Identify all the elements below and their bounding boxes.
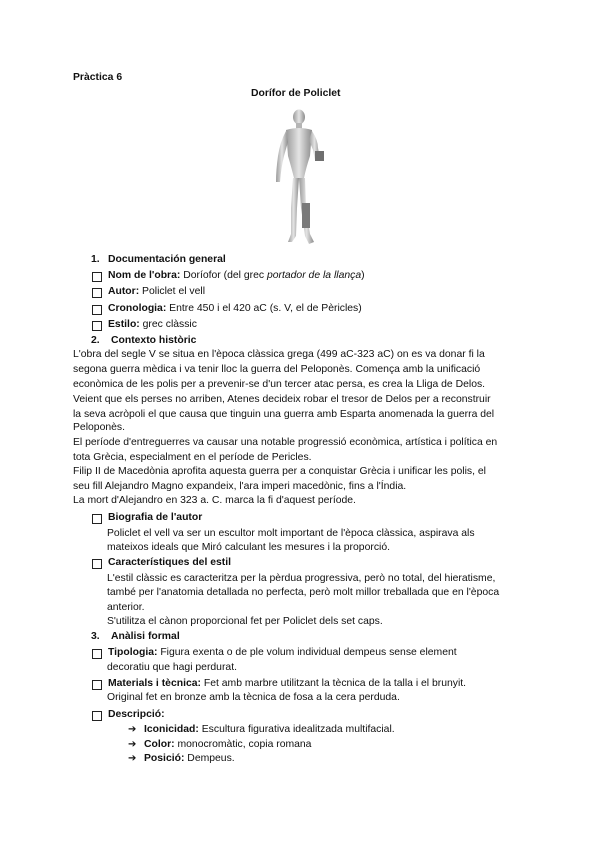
paragraph-line: Filip II de Macedònia aprofita aquesta guerra per a conquistar Grècia i unificar les polis, el <box>73 466 486 477</box>
practice-label: Pràctica 6 <box>73 72 123 83</box>
checkbox-materials[interactable] <box>92 680 102 690</box>
paragraph-line: la seva acròpoli el que causa que tinguin una guerra amb Esparta anomenada la guerra del <box>73 409 495 420</box>
sub-item-color: Color: monocromàtic, copia romana <box>144 739 312 750</box>
estil-line: L'estil clàssic es caracteritza per la pèrdua progressiva, però no total, del hieratisme, <box>107 573 496 584</box>
descripcio-label: Descripció: <box>108 709 165 720</box>
item-nom: Nom de l'obra: Doríofor (del grec portador de la llança) <box>108 270 365 281</box>
biografia-line: mateixos ideals que Miró calculant les mesures i la proporció. <box>107 542 390 553</box>
paragraph-line: L'obra del segle V se situa en l'època clàssica grega (499 aC-323 aC) on es va donar fi la <box>73 349 485 360</box>
checkbox-cronologia[interactable] <box>92 305 102 315</box>
tipologia-line: decoratiu que hagi perdurat. <box>107 662 237 673</box>
paragraph-line: El període d'entreguerres va causar una notable progressió econòmica, artística i política en <box>73 437 498 448</box>
item-autor: Autor: Policlet el vell <box>108 286 206 297</box>
checkbox-descripcio[interactable] <box>92 711 102 721</box>
sub-item-iconicidad: Iconicidad: Escultura figurativa idealitzada multifacial. <box>144 724 395 735</box>
arrow-icon: ➔ <box>128 724 137 735</box>
paragraph-line: seu fill Alejandro Magno expandeix, l'ara imperi macedònic, fins a l'Índia. <box>73 481 407 492</box>
section-3-heading: Anàlisi formal <box>111 631 180 642</box>
materials-line: Original fet en bronze amb la tècnica de fosa a la cera perduda. <box>107 692 400 703</box>
section-2-number: 2. <box>91 335 100 346</box>
paragraph-line: Veient que els perses no arriben, Atenes decideix robar el tresor de Delos per a reconstruir <box>73 394 491 405</box>
paragraph-line: econòmica de les polis per a prevenir-se d'un tercer atac persa, es crea la Lliga de Delos. <box>73 379 486 390</box>
checkbox-estilo[interactable] <box>92 321 102 331</box>
estil-line: S'utilitza el cànon proporcional fet per Policlet dels set caps. <box>107 616 383 627</box>
arrow-icon: ➔ <box>128 753 137 764</box>
item-cronologia: Cronologia: Entre 450 i el 420 aC (s. V, el de Pèricles) <box>108 303 362 314</box>
checkbox-nom[interactable] <box>92 272 102 282</box>
estil-line: anterior. <box>107 602 145 613</box>
checkbox-biografia[interactable] <box>92 514 102 524</box>
section-3-number: 3. <box>91 631 100 642</box>
page-title: Dorífor de Policlet <box>251 88 341 99</box>
section-2-heading: Contexto històric <box>111 335 197 346</box>
item-estilo: Estilo: grec clàssic <box>108 319 197 330</box>
checkbox-autor[interactable] <box>92 288 102 298</box>
checkbox-estil[interactable] <box>92 559 102 569</box>
section-1-heading: Documentación general <box>108 254 226 265</box>
arrow-icon: ➔ <box>128 739 137 750</box>
tipologia-item: Tipologia: Figura exenta o de ple volum individual dempeus sense element <box>108 647 457 658</box>
paragraph-line: Peloponès. <box>73 422 125 433</box>
paragraph-line: segona guerra mèdica i va tenir lloc la guerra del Peloponès. Comença amb la unificació <box>73 364 481 375</box>
estil-line: també per l'anatomia detallada no perfecta, però molt millor treballada que en l'època <box>107 587 500 598</box>
estil-label: Característiques del estil <box>108 557 232 568</box>
paragraph-line: La mort d'Alejandro en 323 a. C. marca la fi d'aquest període. <box>73 495 356 506</box>
materials-item: Materials i tècnica: Fet amb marbre utilitzant la tècnica de la talla i el brunyit. <box>108 678 467 689</box>
sub-item-posicio: Posició: Dempeus. <box>144 753 235 764</box>
section-1-number: 1. <box>91 254 100 265</box>
paragraph-line: tota Grècia, especialment en el període de Pericles. <box>73 452 312 463</box>
checkbox-tipologia[interactable] <box>92 649 102 659</box>
biografia-line: Policlet el vell va ser un escultor molt important de l'època clàssica, aspirava als <box>107 528 475 539</box>
biografia-label: Biografia de l'autor <box>108 512 203 523</box>
statue-image <box>266 108 332 248</box>
